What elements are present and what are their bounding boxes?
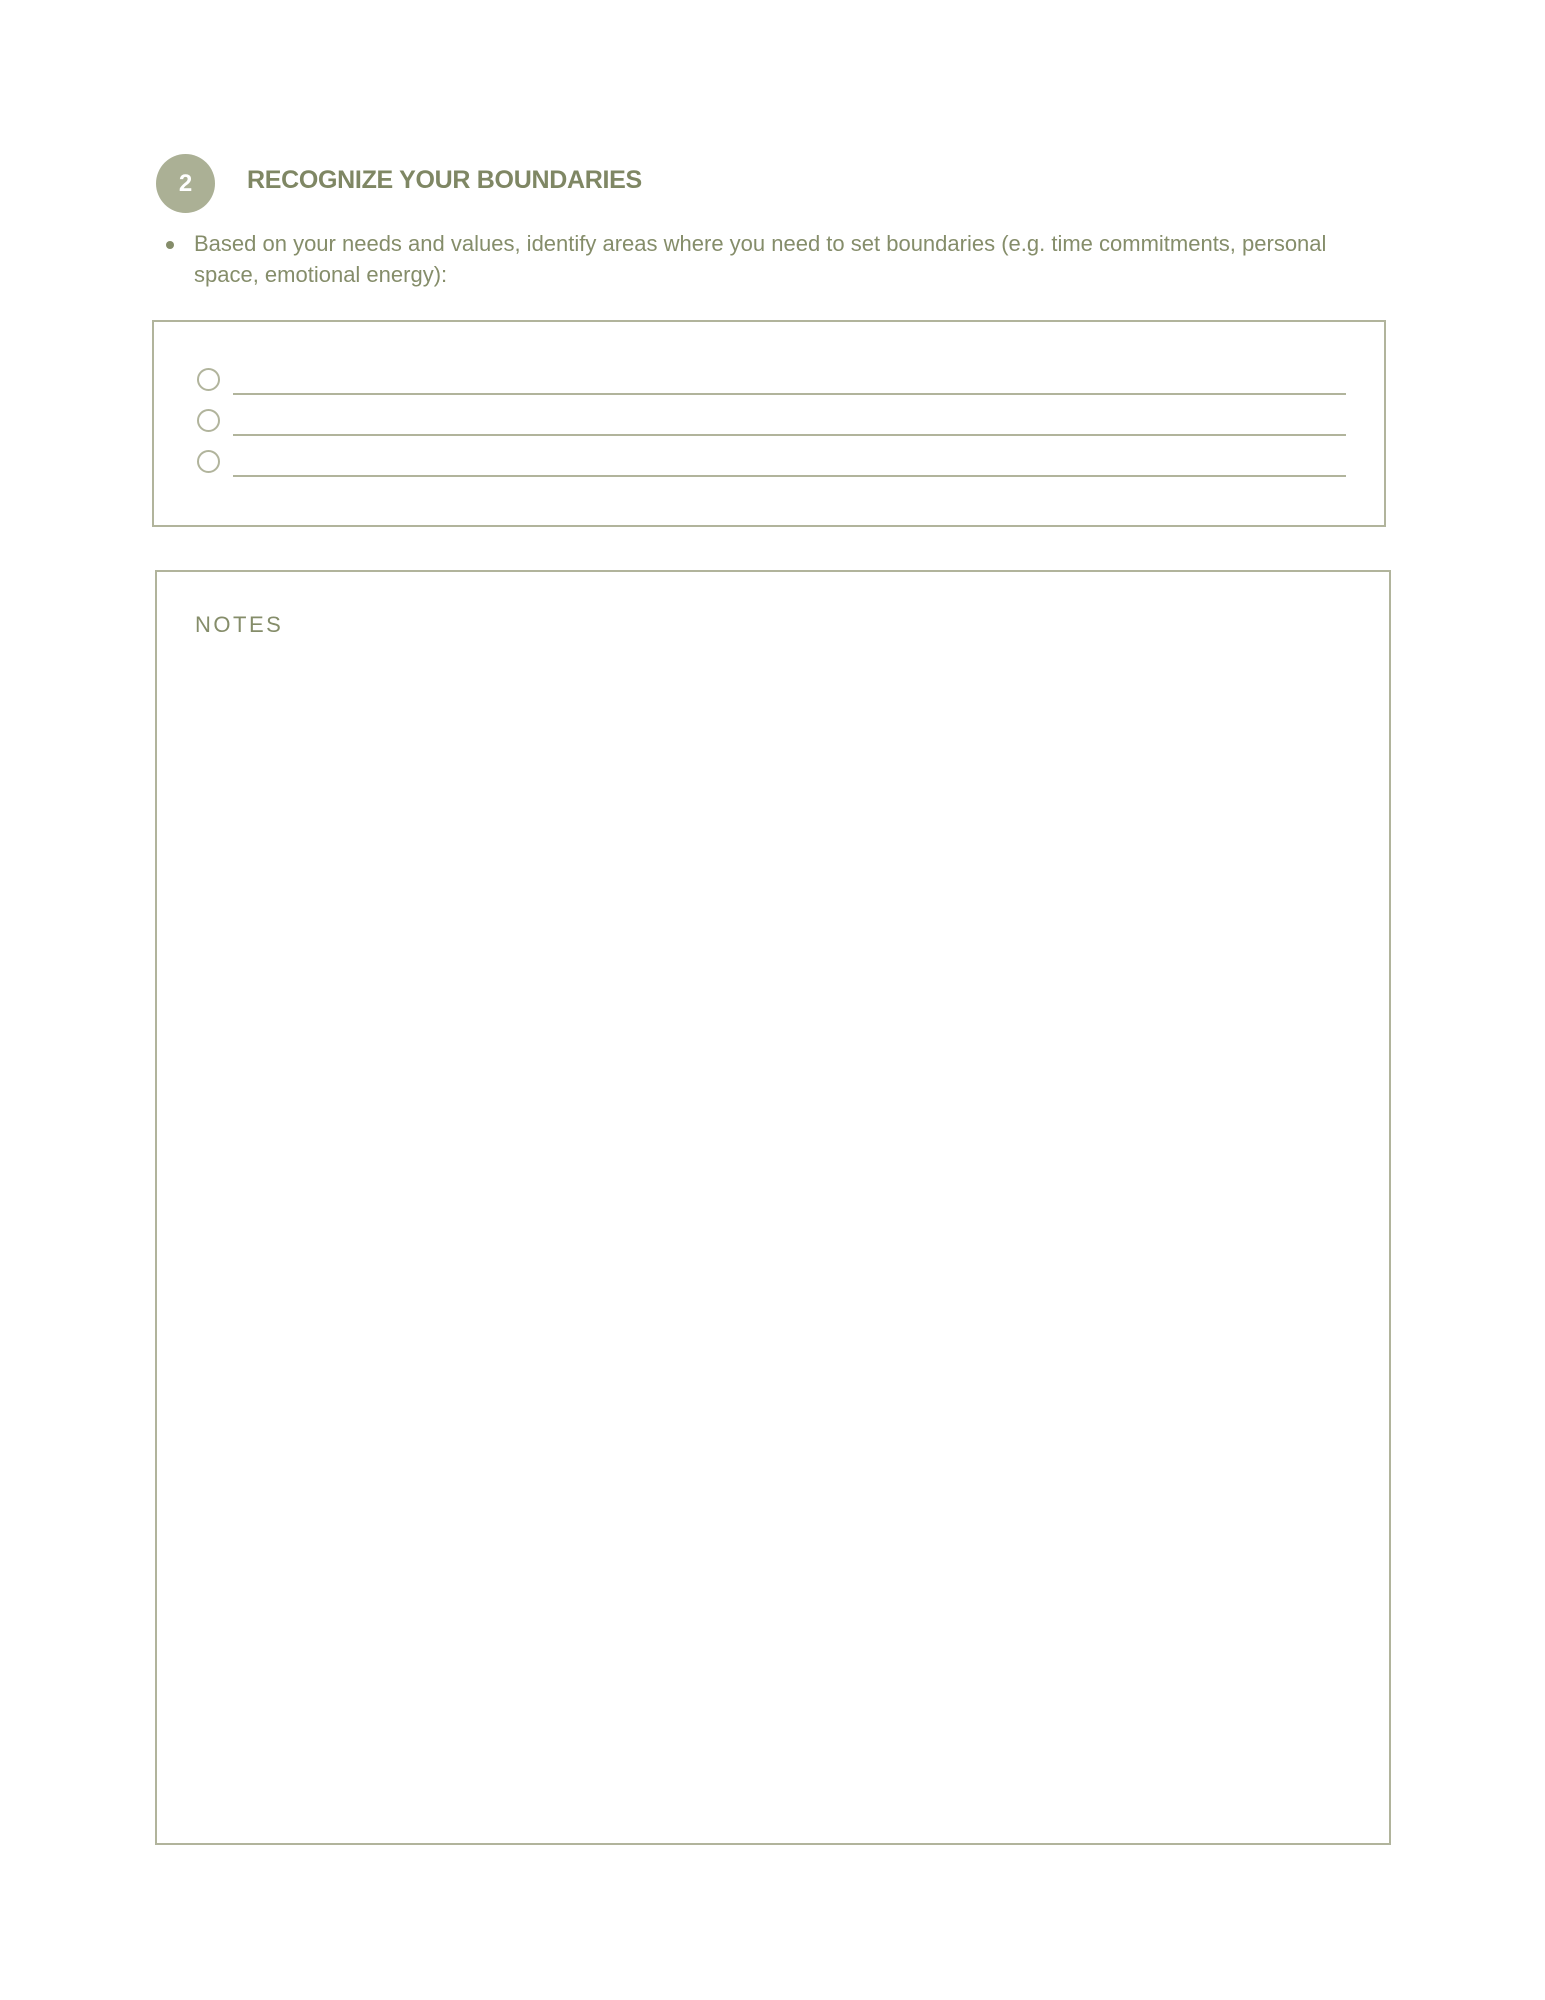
checklist-item <box>197 409 1347 439</box>
checklist-item <box>197 368 1347 398</box>
checklist-entry-line[interactable] <box>233 393 1346 395</box>
checkbox-circle-icon[interactable] <box>197 368 220 391</box>
section-title: RECOGNIZE YOUR BOUNDARIES <box>247 166 642 194</box>
notes-area[interactable] <box>155 570 1391 1845</box>
checkbox-circle-icon[interactable] <box>197 409 220 432</box>
checkbox-circle-icon[interactable] <box>197 450 220 473</box>
step-number: 2 <box>178 169 193 197</box>
instruction-text: Based on your needs and values, identify areas where you need to set boundaries (e.g. time commitments, personal space, emotional energy): <box>194 231 1327 287</box>
checklist-entry-line[interactable] <box>233 434 1346 436</box>
step-number-badge <box>156 154 215 213</box>
boundaries-checklist <box>152 320 1386 527</box>
notes-label: NOTES <box>195 612 284 637</box>
checklist-entry-line[interactable] <box>233 475 1346 477</box>
bullet-icon <box>166 241 174 249</box>
checklist-item <box>197 450 1347 480</box>
